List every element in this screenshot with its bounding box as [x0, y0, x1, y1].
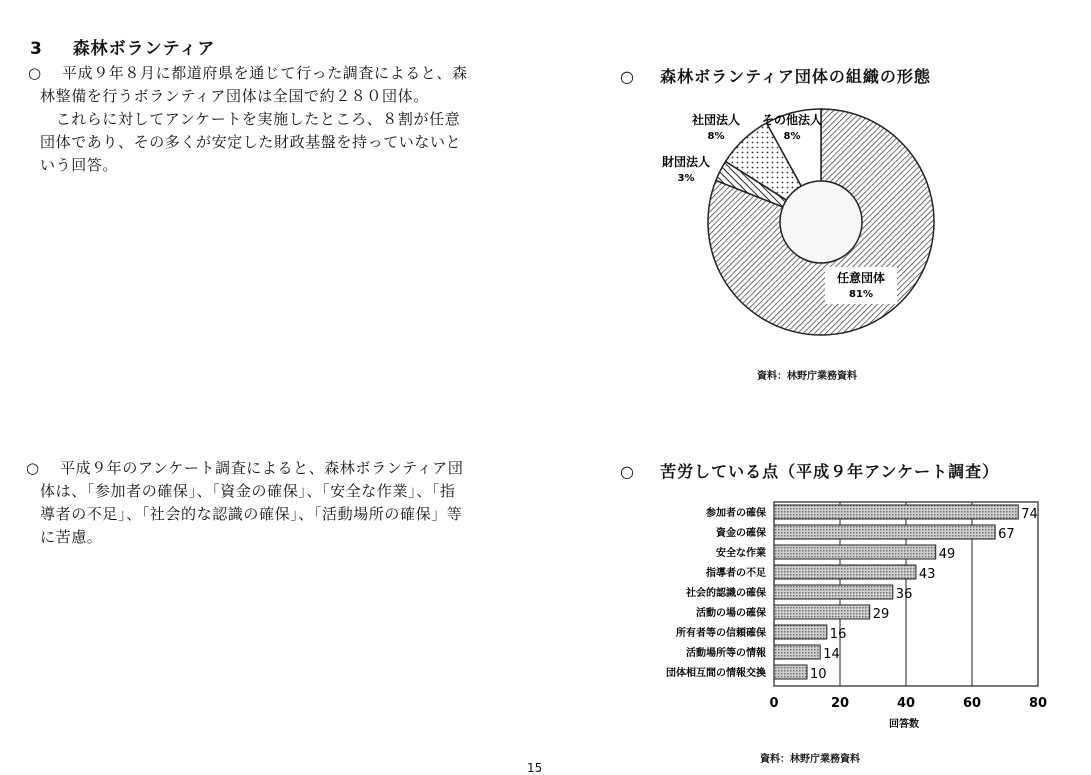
text-line: 平成９年８月に都道府県を通じて行った調査によると、森: [62, 64, 468, 82]
slice-label: 社団法人: [691, 113, 741, 127]
bullet: ○: [620, 67, 635, 86]
value-label: 10: [810, 667, 827, 682]
text-line: に苦慮。: [40, 528, 103, 546]
category-label: 社会的認識の確保: [686, 588, 766, 599]
bar: [774, 645, 820, 659]
section-heading: [30, 34, 215, 59]
bullet: ○: [26, 459, 40, 477]
x-tick-label: 20: [830, 696, 850, 711]
text-line: 平成９年のアンケート調査によると、森林ボランティア団: [60, 459, 464, 477]
x-axis-label: 回答数: [889, 719, 919, 730]
text-line: 団体であり、その多くが安定した財政基盤を持っていないと: [40, 133, 462, 151]
category-label: 安全な作業: [716, 548, 766, 559]
slice-label: 任意団体: [836, 271, 886, 285]
value-label: 29: [872, 607, 890, 622]
text-line: 導者の不足」、「社会的な認識の確保」、「活動場所の確保」等: [40, 505, 463, 523]
value-label: 74: [1021, 507, 1038, 522]
bar: [774, 505, 1018, 519]
category-label: 参加者の確保: [706, 508, 766, 519]
category-label: 指導者の不足: [706, 568, 766, 579]
bar-title-text: 苦労している点（平成９年アンケート調査）: [660, 462, 1000, 481]
slice-value-label: 8%: [707, 131, 725, 142]
category-label: 活動の場の確保: [696, 608, 766, 619]
bar: [774, 625, 827, 639]
donut-chart: [640, 100, 940, 350]
text-line: これらに対してアンケートを実施したところ、８割が任意: [40, 110, 461, 128]
bullet: ○: [28, 64, 42, 82]
bar-chart: [640, 496, 1060, 736]
text-line: 林整備を行うボランティア団体は全国で約２８０団体。: [40, 87, 429, 105]
bullet: ○: [620, 462, 635, 481]
slice-label: 財団法人: [661, 155, 711, 169]
donut-chart-title: [620, 64, 931, 87]
value-label: 43: [918, 567, 936, 582]
value-label: 67: [998, 527, 1015, 542]
section-title: 森林ボランティア: [72, 39, 216, 59]
x-tick-label: 40: [896, 696, 916, 711]
bar-source: 資料：林野庁業務資料: [760, 754, 860, 765]
text-line: 体は、「参加者の確保」、「資金の確保」、「安全な作業」、「指: [40, 482, 456, 500]
bar: [774, 525, 995, 539]
slice-label: その他法人: [761, 113, 823, 127]
x-tick-label: 0: [769, 696, 779, 711]
bar: [774, 545, 936, 559]
page-number: 15: [527, 761, 543, 775]
category-label: 活動場所等の情報: [686, 648, 766, 659]
value-label: 36: [895, 587, 913, 602]
bar: [774, 585, 893, 599]
slice-value-label: 3%: [677, 173, 695, 184]
slice-value-label: 8%: [783, 131, 801, 142]
donut-hole: [780, 181, 862, 263]
value-label: 16: [829, 627, 847, 642]
donut-source: 資料：林野庁業務資料: [757, 371, 857, 382]
section-number: 3: [30, 39, 43, 59]
bar: [774, 605, 870, 619]
category-label: 団体相互間の情報交換: [666, 668, 766, 679]
bar: [774, 565, 916, 579]
value-label: 14: [823, 647, 840, 662]
x-tick-label: 80: [1028, 696, 1048, 711]
value-label: 49: [938, 547, 956, 562]
x-tick-label: 60: [962, 696, 982, 711]
text-line: いう回答。: [40, 156, 119, 174]
category-label: 資金の確保: [716, 528, 766, 539]
category-label: 所有者等の信頼確保: [676, 628, 766, 639]
slice-value-label: 81%: [849, 289, 873, 300]
bar-chart-title: [620, 459, 999, 482]
donut-title-text: 森林ボランティア団体の組織の形態: [660, 67, 931, 86]
bar: [774, 665, 807, 679]
